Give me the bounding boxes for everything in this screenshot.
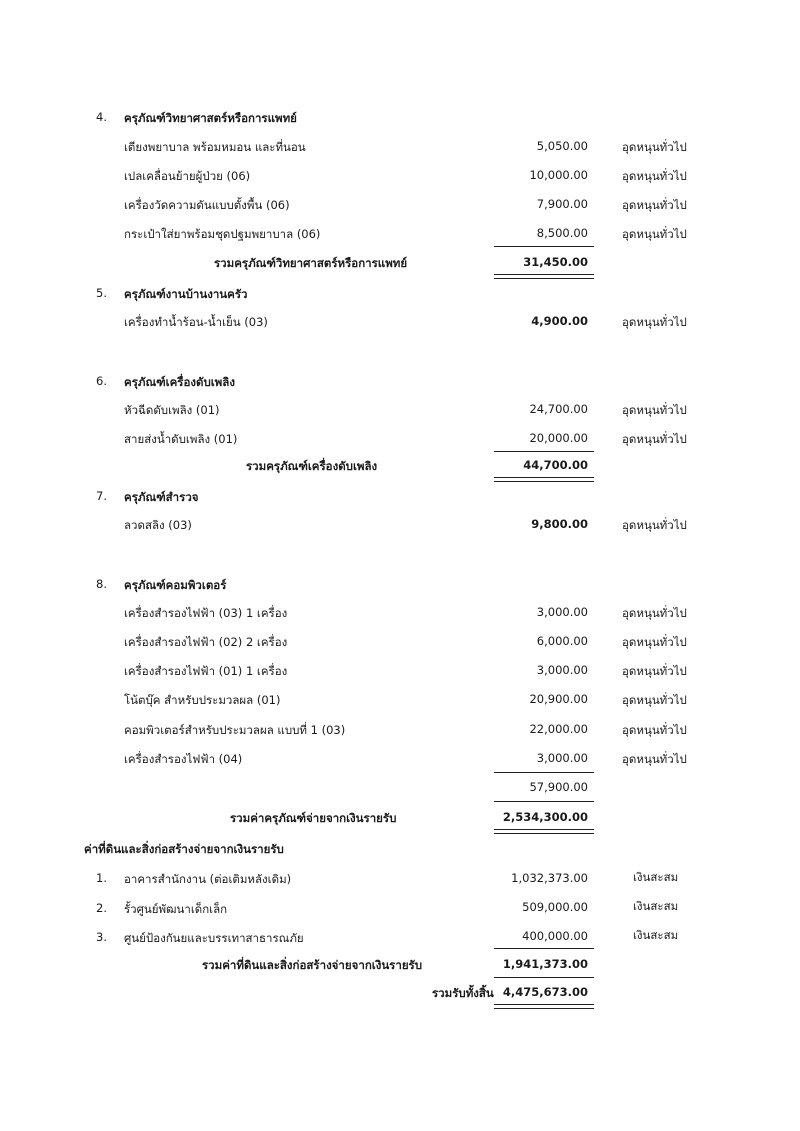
item-amount: 8,500.00 xyxy=(536,226,588,240)
equipment-total-label: รวมค่าครุภัณฑ์จ่ายจากเงินรายรับ xyxy=(230,811,397,825)
item-name: สายส่งน้ำดับเพลิง (01) xyxy=(124,432,238,446)
grand-total-amount: 4,475,673.00 xyxy=(502,985,588,999)
item-amount: 509,000.00 xyxy=(522,900,588,914)
item-amount: 20,000.00 xyxy=(529,431,588,445)
item-name: เปลเคลื่อนย้ายผู้ป่วย (06) xyxy=(124,169,251,183)
item-name: เครื่องสำรองไฟฟ้า (03) 1 เครื่อง xyxy=(124,606,288,620)
divider xyxy=(494,977,594,978)
group-title: ครุภัณฑ์คอมพิวเตอร์ xyxy=(124,578,227,592)
divider xyxy=(494,801,594,802)
item-amount: 20,900.00 xyxy=(529,692,588,706)
land-total-amount: 1,941,373.00 xyxy=(502,957,588,971)
item-amount: 7,900.00 xyxy=(536,197,588,211)
item-name: หัวฉีดดับเพลิง (01) xyxy=(124,403,220,417)
group-title: ครุภัณฑ์วิทยาศาสตร์หรือการแพทย์ xyxy=(124,111,297,125)
item-source: อุดหนุนทั่วไป xyxy=(622,664,687,678)
item-name: คอมพิวเตอร์สำหรับประมวลผล แบบที่ 1 (03) xyxy=(124,723,346,737)
item-source: เงินสะสม xyxy=(633,899,679,913)
double-underline xyxy=(494,1008,594,1009)
item-name: เครื่องสำรองไฟฟ้า (02) 2 เครื่อง xyxy=(124,635,288,649)
group-total-amount: 44,700.00 xyxy=(523,458,588,472)
section-title: ค่าที่ดินและสิ่งก่อสร้างจ่ายจากเงินรายรับ xyxy=(84,842,284,856)
item-name: ลวดสลิง (03) xyxy=(124,518,192,532)
group-subtotal-amount: 57,900.00 xyxy=(529,780,588,794)
item-source: อุดหนุนทั่วไป xyxy=(622,518,687,532)
item-source: อุดหนุนทั่วไป xyxy=(622,432,687,446)
item-amount: 5,050.00 xyxy=(536,139,588,153)
double-underline xyxy=(494,278,594,279)
item-amount: 4,900.00 xyxy=(531,314,588,328)
item-source: อุดหนุนทั่วไป xyxy=(622,606,687,620)
item-source: อุดหนุนทั่วไป xyxy=(622,693,687,707)
item-amount: 3,000.00 xyxy=(536,751,588,765)
double-underline xyxy=(494,477,594,478)
item-name: เครื่องวัดความดันแบบตั้งพื้น (06) xyxy=(124,198,290,212)
item-source: อุดหนุนทั่วไป xyxy=(622,752,687,766)
item-name: เครื่องสำรองไฟฟ้า (01) 1 เครื่อง xyxy=(124,664,288,678)
item-amount: 400,000.00 xyxy=(522,929,588,943)
item-name: เครื่องสำรองไฟฟ้า (04) xyxy=(124,752,243,766)
grand-total-label: รวมรับทั้งสิ้น xyxy=(432,986,494,1000)
item-name: โน้ตบุ๊ค สำหรับประมวลผล (01) xyxy=(124,693,281,707)
double-underline xyxy=(494,481,594,482)
item-source: เงินสะสม xyxy=(633,870,679,884)
item-name: กระเป๋าใส่ยาพร้อมชุดปฐมพยาบาล (06) xyxy=(124,227,321,241)
double-underline xyxy=(494,1004,594,1005)
item-amount: 6,000.00 xyxy=(536,634,588,648)
item-source: อุดหนุนทั่วไป xyxy=(622,227,687,241)
item-name: เตียงพยาบาล พร้อมหมอน และที่นอน xyxy=(124,140,306,154)
group-number: 4. xyxy=(96,110,107,124)
group-number: 7. xyxy=(96,489,107,503)
group-title: ครุภัณฑ์เครื่องดับเพลิง xyxy=(124,375,235,389)
item-source: อุดหนุนทั่วไป xyxy=(622,198,687,212)
group-number: 6. xyxy=(96,374,107,388)
item-source: เงินสะสม xyxy=(633,928,679,942)
item-source: อุดหนุนทั่วไป xyxy=(622,140,687,154)
item-name: ศูนย์ป้องกันยและบรรเทาสาธารณภัย xyxy=(124,931,304,945)
item-name: รั้วศูนย์พัฒนาเด็กเล็ก xyxy=(124,902,228,916)
divider xyxy=(494,948,594,949)
item-source: อุดหนุนทั่วไป xyxy=(622,635,687,649)
group-total-label: รวมครุภัณฑ์เครื่องดับเพลิง xyxy=(246,459,378,473)
group-title: ครุภัณฑ์งานบ้านงานครัว xyxy=(124,287,248,301)
item-source: อุดหนุนทั่วไป xyxy=(622,723,687,737)
double-underline xyxy=(494,833,594,834)
item-amount: 10,000.00 xyxy=(529,168,588,182)
item-source: อุดหนุนทั่วไป xyxy=(622,315,687,329)
item-name: เครื่องทำน้ำร้อน-น้ำเย็น (03) xyxy=(124,315,268,329)
item-amount: 22,000.00 xyxy=(529,722,588,736)
item-number: 1. xyxy=(96,871,107,885)
double-underline xyxy=(494,274,594,275)
item-amount: 3,000.00 xyxy=(536,605,588,619)
item-source: อุดหนุนทั่วไป xyxy=(622,169,687,183)
group-total-amount: 31,450.00 xyxy=(523,255,588,269)
item-number: 3. xyxy=(96,930,107,944)
land-total-label: รวมค่าที่ดินและสิ่งก่อสร้างจ่ายจากเงินรายรับ xyxy=(202,958,423,972)
group-number: 8. xyxy=(96,577,107,591)
divider xyxy=(494,772,594,773)
item-amount: 9,800.00 xyxy=(531,517,588,531)
item-source: อุดหนุนทั่วไป xyxy=(622,403,687,417)
group-number: 5. xyxy=(96,286,107,300)
divider xyxy=(494,451,594,452)
item-amount: 3,000.00 xyxy=(536,663,588,677)
item-amount: 1,032,373.00 xyxy=(511,871,588,885)
item-number: 2. xyxy=(96,901,107,915)
group-title: ครุภัณฑ์สำรวจ xyxy=(124,490,199,504)
double-underline xyxy=(494,829,594,830)
group-total-label: รวมครุภัณฑ์วิทยาศาสตร์หรือการแพทย์ xyxy=(214,256,408,270)
item-name: อาคารสำนักงาน (ต่อเติมหลังเดิม) xyxy=(124,872,292,886)
item-amount: 24,700.00 xyxy=(529,402,588,416)
equipment-total-amount: 2,534,300.00 xyxy=(502,810,588,824)
divider xyxy=(494,246,594,247)
